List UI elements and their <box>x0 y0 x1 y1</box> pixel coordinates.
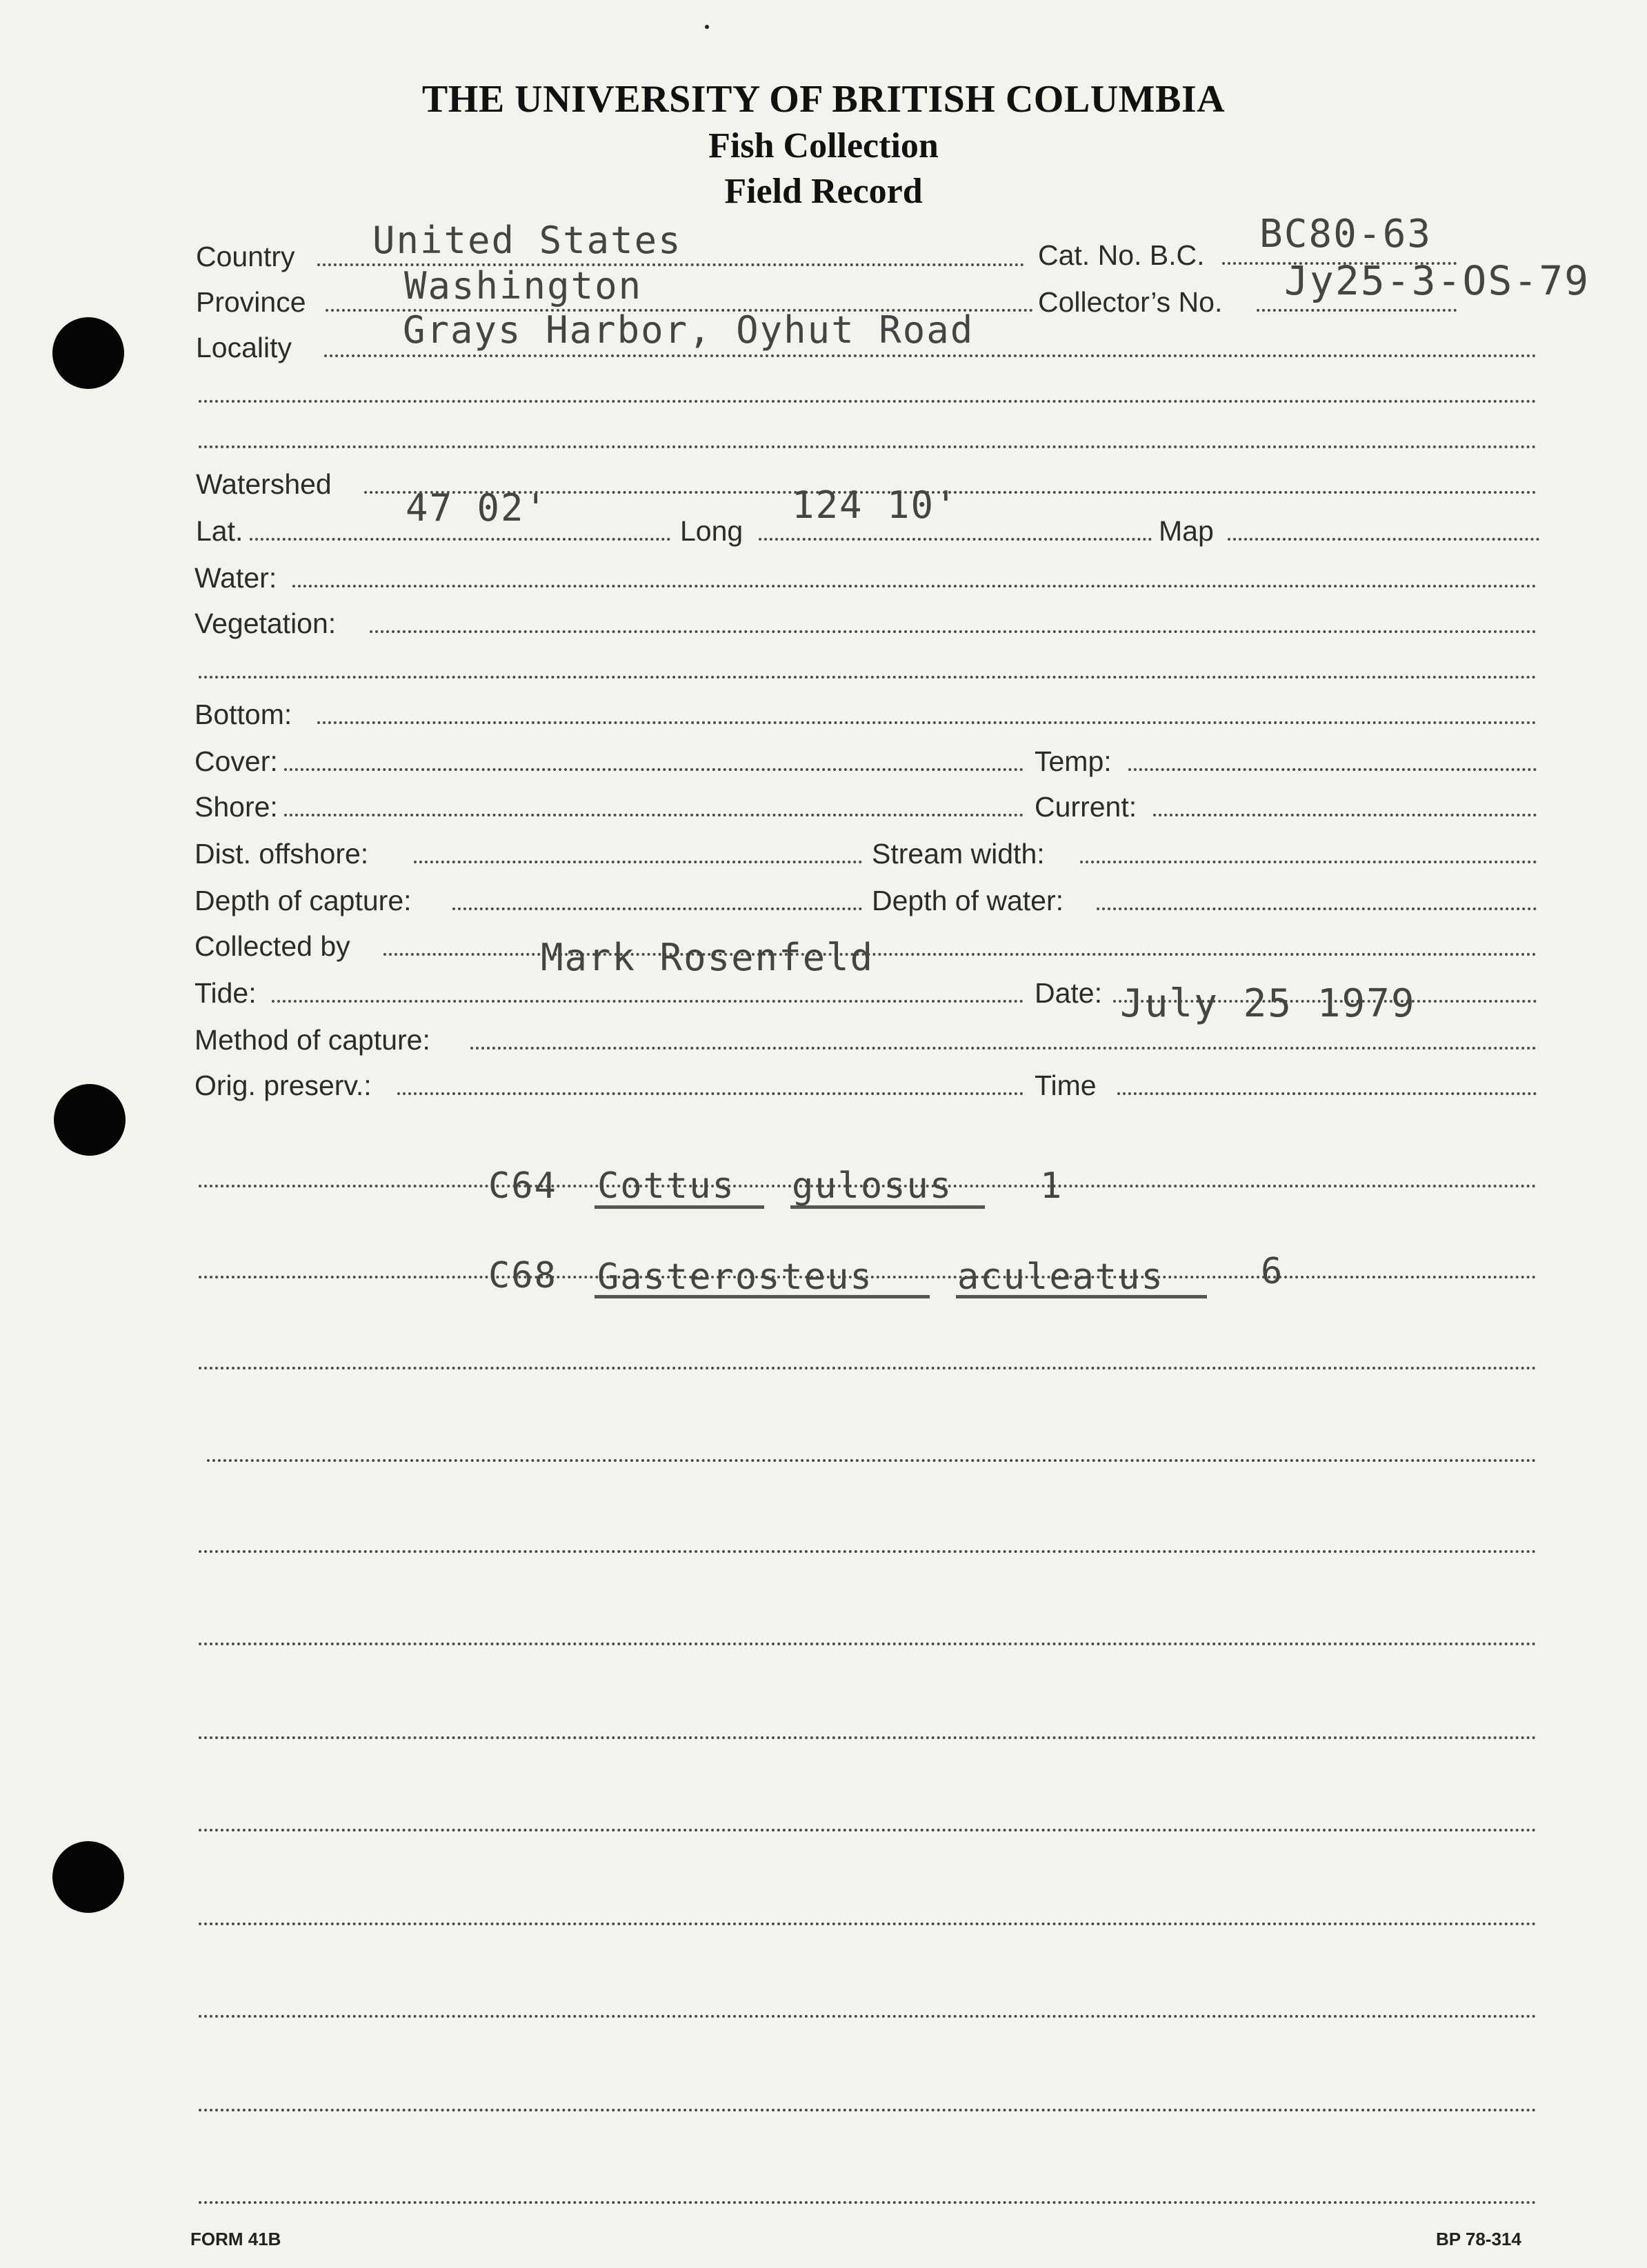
dist-offshore-line <box>414 861 862 863</box>
cover-label: Cover: <box>194 745 278 777</box>
cat-no-label: Cat. No. B.C. <box>1038 239 1205 271</box>
temp-line <box>1128 768 1537 771</box>
cover-line <box>284 768 1024 771</box>
current-label: Current: <box>1035 791 1137 823</box>
cat-no-value: BC80-63 <box>1259 212 1433 257</box>
blank-line <box>199 2201 1537 2204</box>
blank-line <box>199 1367 1537 1369</box>
bottom-line <box>317 721 1537 724</box>
locality-line-2 <box>199 400 1537 403</box>
shore-label: Shore: <box>194 791 278 823</box>
blank-line <box>199 2015 1537 2018</box>
watershed-label: Watershed <box>196 468 332 500</box>
water-label: Water: <box>194 562 277 594</box>
genus-underline <box>595 1295 930 1298</box>
locality-line-3 <box>199 445 1537 448</box>
specimen-species: gulosus <box>792 1165 953 1207</box>
depth-capture-label: Depth of capture: <box>194 885 412 916</box>
specimen-code: C68 <box>488 1255 557 1296</box>
current-line <box>1153 814 1537 816</box>
genus-underline <box>595 1205 764 1209</box>
province-label: Province <box>196 286 306 318</box>
country-label: Country <box>196 241 295 272</box>
record-type-title: Field Record <box>724 172 923 211</box>
country-value: United States <box>372 219 682 262</box>
blank-line <box>207 1459 1537 1462</box>
vegetation-line <box>370 630 1537 633</box>
blank-line <box>199 1643 1537 1645</box>
stream-width-line <box>1080 861 1537 863</box>
locality-line <box>324 354 1537 357</box>
specimen-genus: Cottus <box>597 1165 735 1207</box>
species-underline <box>956 1295 1207 1298</box>
method-label: Method of capture: <box>194 1024 430 1056</box>
lat-label: Lat. <box>196 515 243 547</box>
specimen-count: 1 <box>1040 1165 1064 1207</box>
form-number: FORM 41B <box>190 2229 281 2249</box>
species-underline <box>790 1205 985 1209</box>
long-value: 124 10' <box>792 483 959 527</box>
lat-value: 47 02' <box>406 486 549 530</box>
specimen-genus: Gasterosteus <box>597 1256 873 1298</box>
collectors-no-label: Collector’s No. <box>1038 286 1223 318</box>
collectors-no-value: Jy25-3-OS-79 <box>1284 257 1590 304</box>
tide-line <box>272 1000 1024 1003</box>
locality-value: Grays Harbor, Oyhut Road <box>403 308 975 352</box>
tide-label: Tide: <box>194 977 257 1009</box>
paper-speck <box>705 25 709 29</box>
map-label: Map <box>1159 515 1214 547</box>
vegetation-line-2 <box>199 676 1537 679</box>
specimen-species: aculeatus <box>957 1256 1164 1298</box>
stream-width-label: Stream width: <box>872 838 1045 870</box>
binder-hole-bottom <box>52 1841 124 1913</box>
blank-line <box>199 1550 1537 1553</box>
bottom-label: Bottom: <box>194 699 292 730</box>
depth-capture-line <box>452 907 862 910</box>
blank-line <box>199 1829 1537 1832</box>
blank-line <box>199 2109 1537 2111</box>
institution-title: THE UNIVERSITY OF BRITISH COLUMBIA <box>421 78 1226 121</box>
depth-water-line <box>1097 907 1537 910</box>
lat-line <box>250 538 670 541</box>
long-line <box>759 538 1152 541</box>
vegetation-label: Vegetation: <box>194 608 337 639</box>
shore-line <box>284 814 1024 816</box>
province-value: Washington <box>404 264 643 308</box>
time-line <box>1117 1092 1537 1095</box>
collectors-no-line <box>1257 309 1457 312</box>
dist-offshore-label: Dist. offshore: <box>194 838 369 870</box>
orig-preserv-label: Orig. preserv.: <box>194 1070 372 1101</box>
method-line <box>470 1047 1537 1050</box>
binder-hole-top <box>52 317 124 389</box>
water-line <box>292 585 1537 588</box>
collected-by-label: Collected by <box>194 930 350 962</box>
temp-label: Temp: <box>1035 745 1112 777</box>
depth-water-label: Depth of water: <box>872 885 1064 916</box>
locality-label: Locality <box>196 332 292 363</box>
map-line <box>1228 538 1539 541</box>
specimen-code: C64 <box>488 1165 557 1207</box>
binder-hole-middle <box>54 1084 126 1156</box>
collection-title: Fish Collection <box>708 126 939 165</box>
collected-by-value: Mark Rosenfeld <box>541 936 875 979</box>
long-label: Long <box>680 515 743 547</box>
time-label: Time <box>1035 1070 1097 1101</box>
blank-line <box>199 1736 1537 1739</box>
print-code: BP 78-314 <box>1436 2229 1521 2249</box>
date-value: July 25 1979 <box>1120 981 1416 1026</box>
blank-line <box>199 1923 1537 1925</box>
specimen-count: 6 <box>1261 1251 1284 1292</box>
date-label: Date: <box>1035 977 1102 1009</box>
orig-preserv-line <box>397 1092 1024 1095</box>
